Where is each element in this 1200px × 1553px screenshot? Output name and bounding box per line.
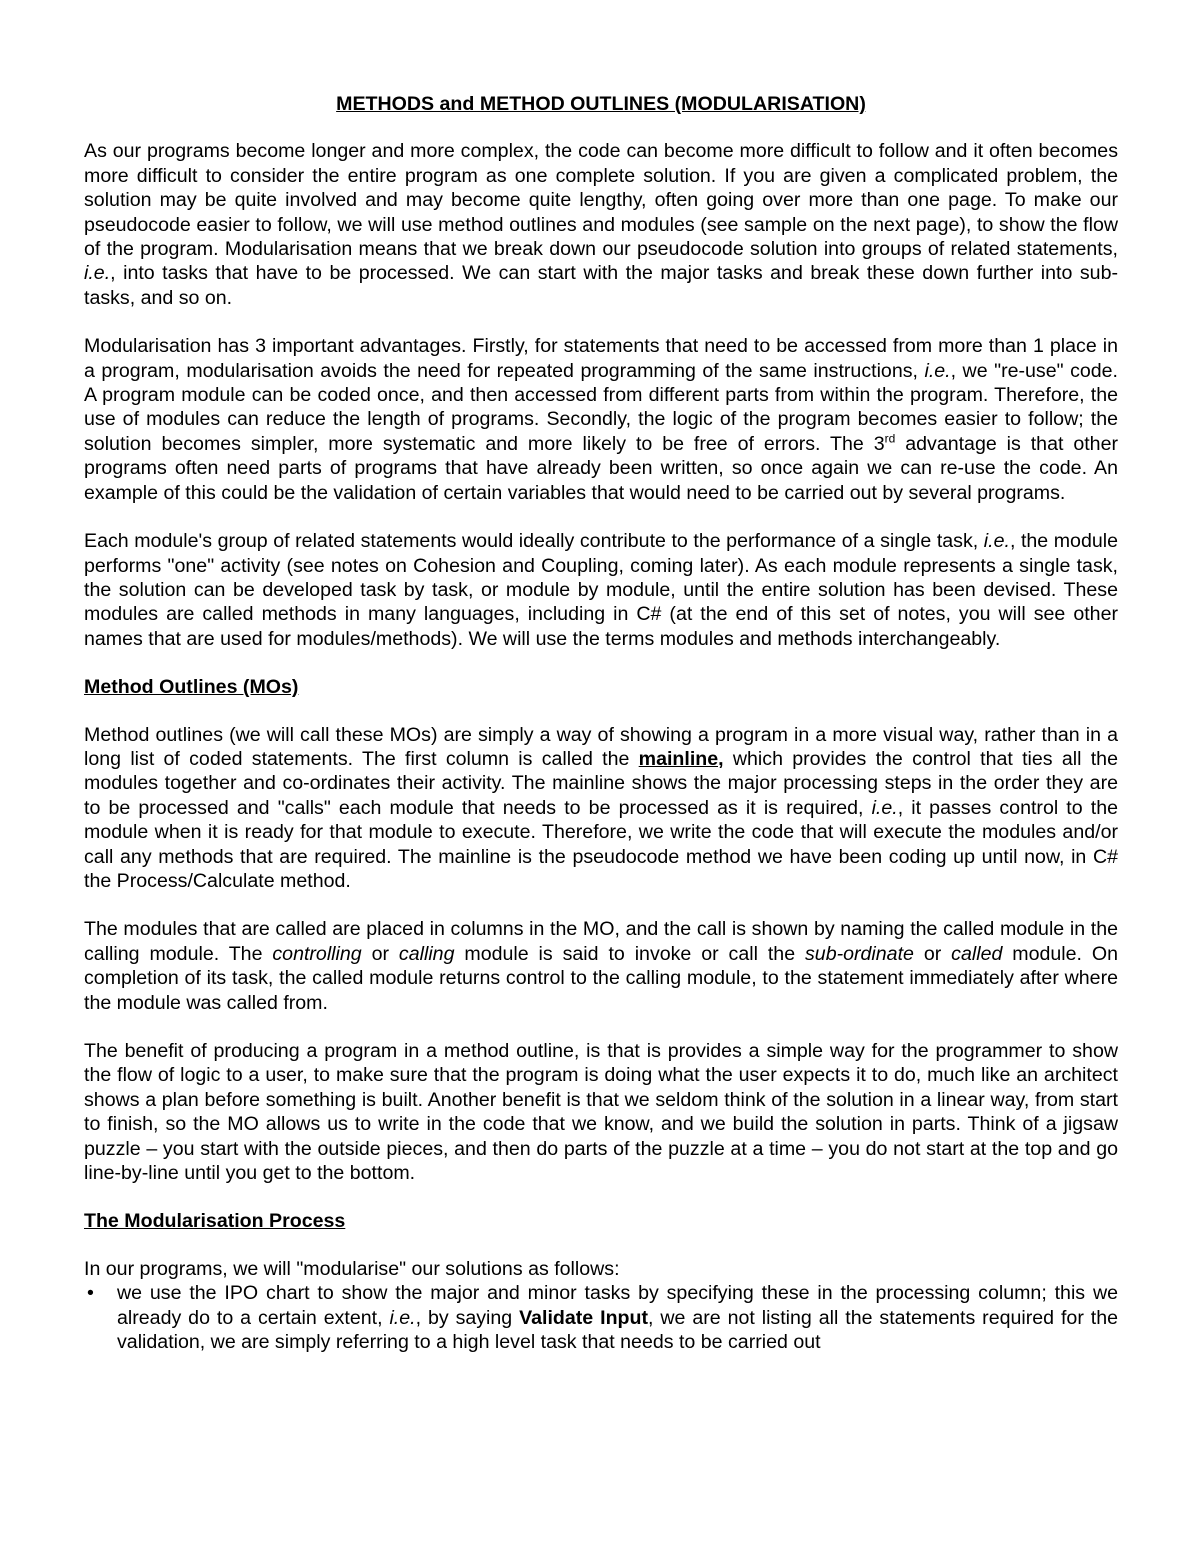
process-intro-paragraph: In our programs, we will "modularise" our solutions as follows: bbox=[84, 1257, 620, 1280]
text-run-italic: i.e. bbox=[389, 1306, 416, 1329]
text-run: or bbox=[361, 942, 399, 965]
text-run-italic: i.e. bbox=[983, 530, 1010, 553]
text-run: , we are not listing all the statements required for the validation, we are simply referring to a high level task that needs to be carried out bbox=[117, 1306, 1119, 1354]
method-outlines-paragraph bbox=[84, 723, 1118, 894]
text-run: Method outlines (we will call these MOs) are simply a way of showing a program in a more visual way, rather than in a long list of coded statements. The first column is called the bbox=[84, 723, 1118, 770]
text-run: module is said to invoke or call the bbox=[454, 942, 805, 965]
text-run: or bbox=[913, 942, 952, 965]
module-task-paragraph bbox=[84, 529, 1118, 651]
text-run: Each module's group of related statements would ideally contribute to the performance of a single task, bbox=[84, 530, 984, 553]
text-run-bold: Validate Input bbox=[519, 1306, 648, 1329]
superscript: rd bbox=[884, 431, 896, 446]
text-run: module. On completion of its task, the called module returns control to the calling module, to the statement immediately after where the module was called from. bbox=[84, 942, 1119, 1014]
text-run: , we "re-use" code. A program module can be coded once, and then accessed from different parts from within the program. Therefore, the use of modules can reduce the length of programs. Secondly, the logic of the program becomes easier to follow; the solution becomes simpler, more systematic and more likely to be free of errors. The 3 bbox=[84, 359, 1119, 455]
text-run: which provides the control that ties all the modules together and co-ordinates their activity. The mainline shows the major processing steps in the order they are to be processed and "calls" each module that needs to be processed as it is required, bbox=[84, 747, 1118, 819]
text-run: , the module performs "one" activity (see notes on Cohesion and Coupling, coming later). As each module represents a single task, the solution can be developed task by task, or module by module, until the entire solution has been devised. These modules are called methods in many languages, including in C# (at the end of this set of notes, you will see other names that are used for modules/methods). We will use the terms modules and methods interchangeably. bbox=[84, 530, 1119, 650]
text-run: As our programs become longer and more complex, the code can become more difficult to follow and it often becomes more difficult to consider the entire program as one complete solution. If you are given a complicated problem, the solution may be quite involved and may become quite lengthy, often going over more than one page. To make our pseudocode easier to follow, we will use method outlines and modules (see sample on the next page), to show the flow of the program. Modularisation means that we break down our pseudocode solution into groups of related statements, bbox=[84, 140, 1118, 261]
bullet-icon: • bbox=[87, 1282, 94, 1305]
text-run: Modularisation has 3 important advantages. Firstly, for statements that need to be accessed from more than 1 place in a program, modularisation avoids the need for repeated programming of the same instructions, bbox=[84, 335, 1118, 382]
intro-paragraph bbox=[84, 139, 1118, 310]
text-run-italic: i.e. bbox=[871, 796, 898, 819]
text-run: advantage is that other programs often need parts of programs that have already been written, so once again we can re-use the code. An example of this could be the validation of certain variables that would need to be carried out by several programs. bbox=[84, 432, 1118, 504]
text-run-italic: sub-ordinate bbox=[805, 942, 914, 965]
text-run-italic: i.e. bbox=[924, 359, 951, 382]
list-item bbox=[84, 1281, 1118, 1354]
text-run-italic: calling bbox=[398, 942, 455, 965]
section-heading-modularisation-process: The Modularisation Process bbox=[84, 1210, 346, 1233]
text-run: , into tasks that have to be processed. We can start with the major tasks and break these down further into sub-tasks, and so on. bbox=[84, 262, 1118, 309]
text-run: , it passes control to the module when it is ready for that module to execute. Therefore, we write the code that will execute the modules and/or call any methods that are required. The mainline is the pseudocode method we have been coding up until now, in C# the Process/Calculate method. bbox=[84, 796, 1119, 892]
called-modules-paragraph bbox=[84, 917, 1118, 1015]
text-run-italic: controlling bbox=[272, 942, 362, 965]
process-list bbox=[84, 1281, 1118, 1354]
section-heading-method-outlines: Method Outlines (MOs) bbox=[84, 676, 299, 699]
text-run: The modules that are called are placed in columns in the MO, and the call is shown by naming the called module in the calling module. The bbox=[84, 918, 1118, 965]
text-run: we use the IPO chart to show the major and minor tasks by specifying these in the processing column; this we already do to a certain extent, bbox=[117, 1282, 1118, 1329]
text-run-italic: called bbox=[951, 942, 1003, 965]
text-run: , by saying bbox=[415, 1306, 520, 1329]
advantages-paragraph bbox=[84, 334, 1118, 505]
text-run-bold-underline: mainline, bbox=[638, 747, 724, 770]
text-run-italic: i.e. bbox=[84, 262, 111, 285]
page-title: METHODS and METHOD OUTLINES (MODULARISATION) bbox=[336, 93, 866, 115]
benefit-paragraph: The benefit of producing a program in a method outline, is that is provides a simple way for the programmer to show the flow of logic to a user, to make sure that the program is doing what the user expects it to do, much like an architect shows a plan before something is built. Another benefit is that we seldom think of the solution in a linear way, from start to finish, so the MO allows us to write in the code that we know, and we build the solution in parts. Think of a jigsaw puzzle – you start with the outside pieces, and then do parts of the puzzle at a time – you do not start at the top and go line-by-line until you get to the bottom. bbox=[84, 1040, 1118, 1185]
